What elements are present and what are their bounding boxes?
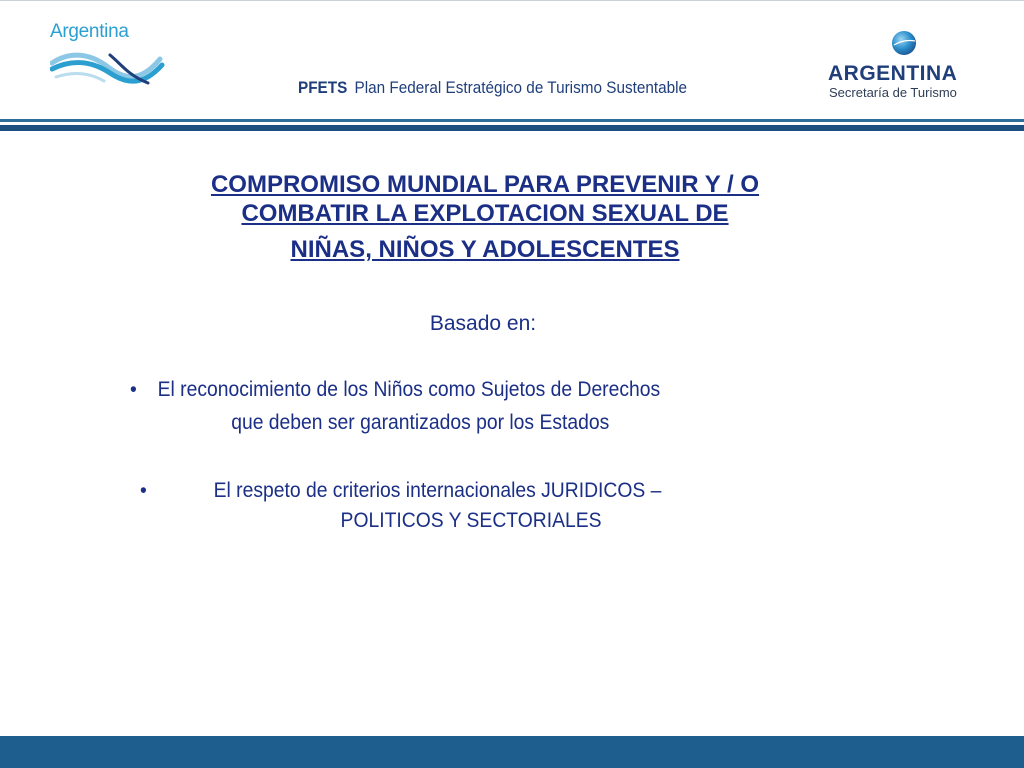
bullet-icon: •	[130, 378, 137, 401]
program-acronym: PFETS	[298, 78, 348, 97]
secretaria-brand-subtitle: Secretaría de Turismo	[829, 85, 957, 100]
slide-title-line-3: NIÑAS, NIÑOS Y ADOLESCENTES	[290, 236, 680, 263]
bullet-text-line-1: El respeto de criterios internacionales JURIDICOS –	[213, 479, 662, 502]
slide-title-line-1: COMPROMISO MUNDIAL PARA PREVENIR Y / O	[210, 171, 760, 198]
bullet-item	[140, 476, 661, 536]
secretaria-brand-name: ARGENTINA	[828, 62, 958, 85]
bullet-item	[130, 373, 660, 439]
slide-subtitle: Basado en:	[429, 312, 537, 335]
slide-title-line-2: COMBATIR LA EXPLOTACION SEXUAL DE	[241, 200, 729, 227]
bullet-text-line-2: POLITICOS Y SECTORIALES	[340, 509, 602, 532]
bullet-text-line-2: que deben ser garantizados por los Estados	[231, 411, 610, 434]
argentina-brand-wordmark: Argentina	[50, 21, 129, 42]
footer-bar	[0, 736, 1024, 768]
bullet-icon: •	[140, 479, 147, 502]
program-name: Plan Federal Estratégico de Turismo Sustentable	[354, 78, 688, 97]
slide-title	[120, 170, 850, 264]
bullet-text-line-1: El reconocimiento de los Niños como Sujetos de Derechos	[157, 378, 661, 401]
